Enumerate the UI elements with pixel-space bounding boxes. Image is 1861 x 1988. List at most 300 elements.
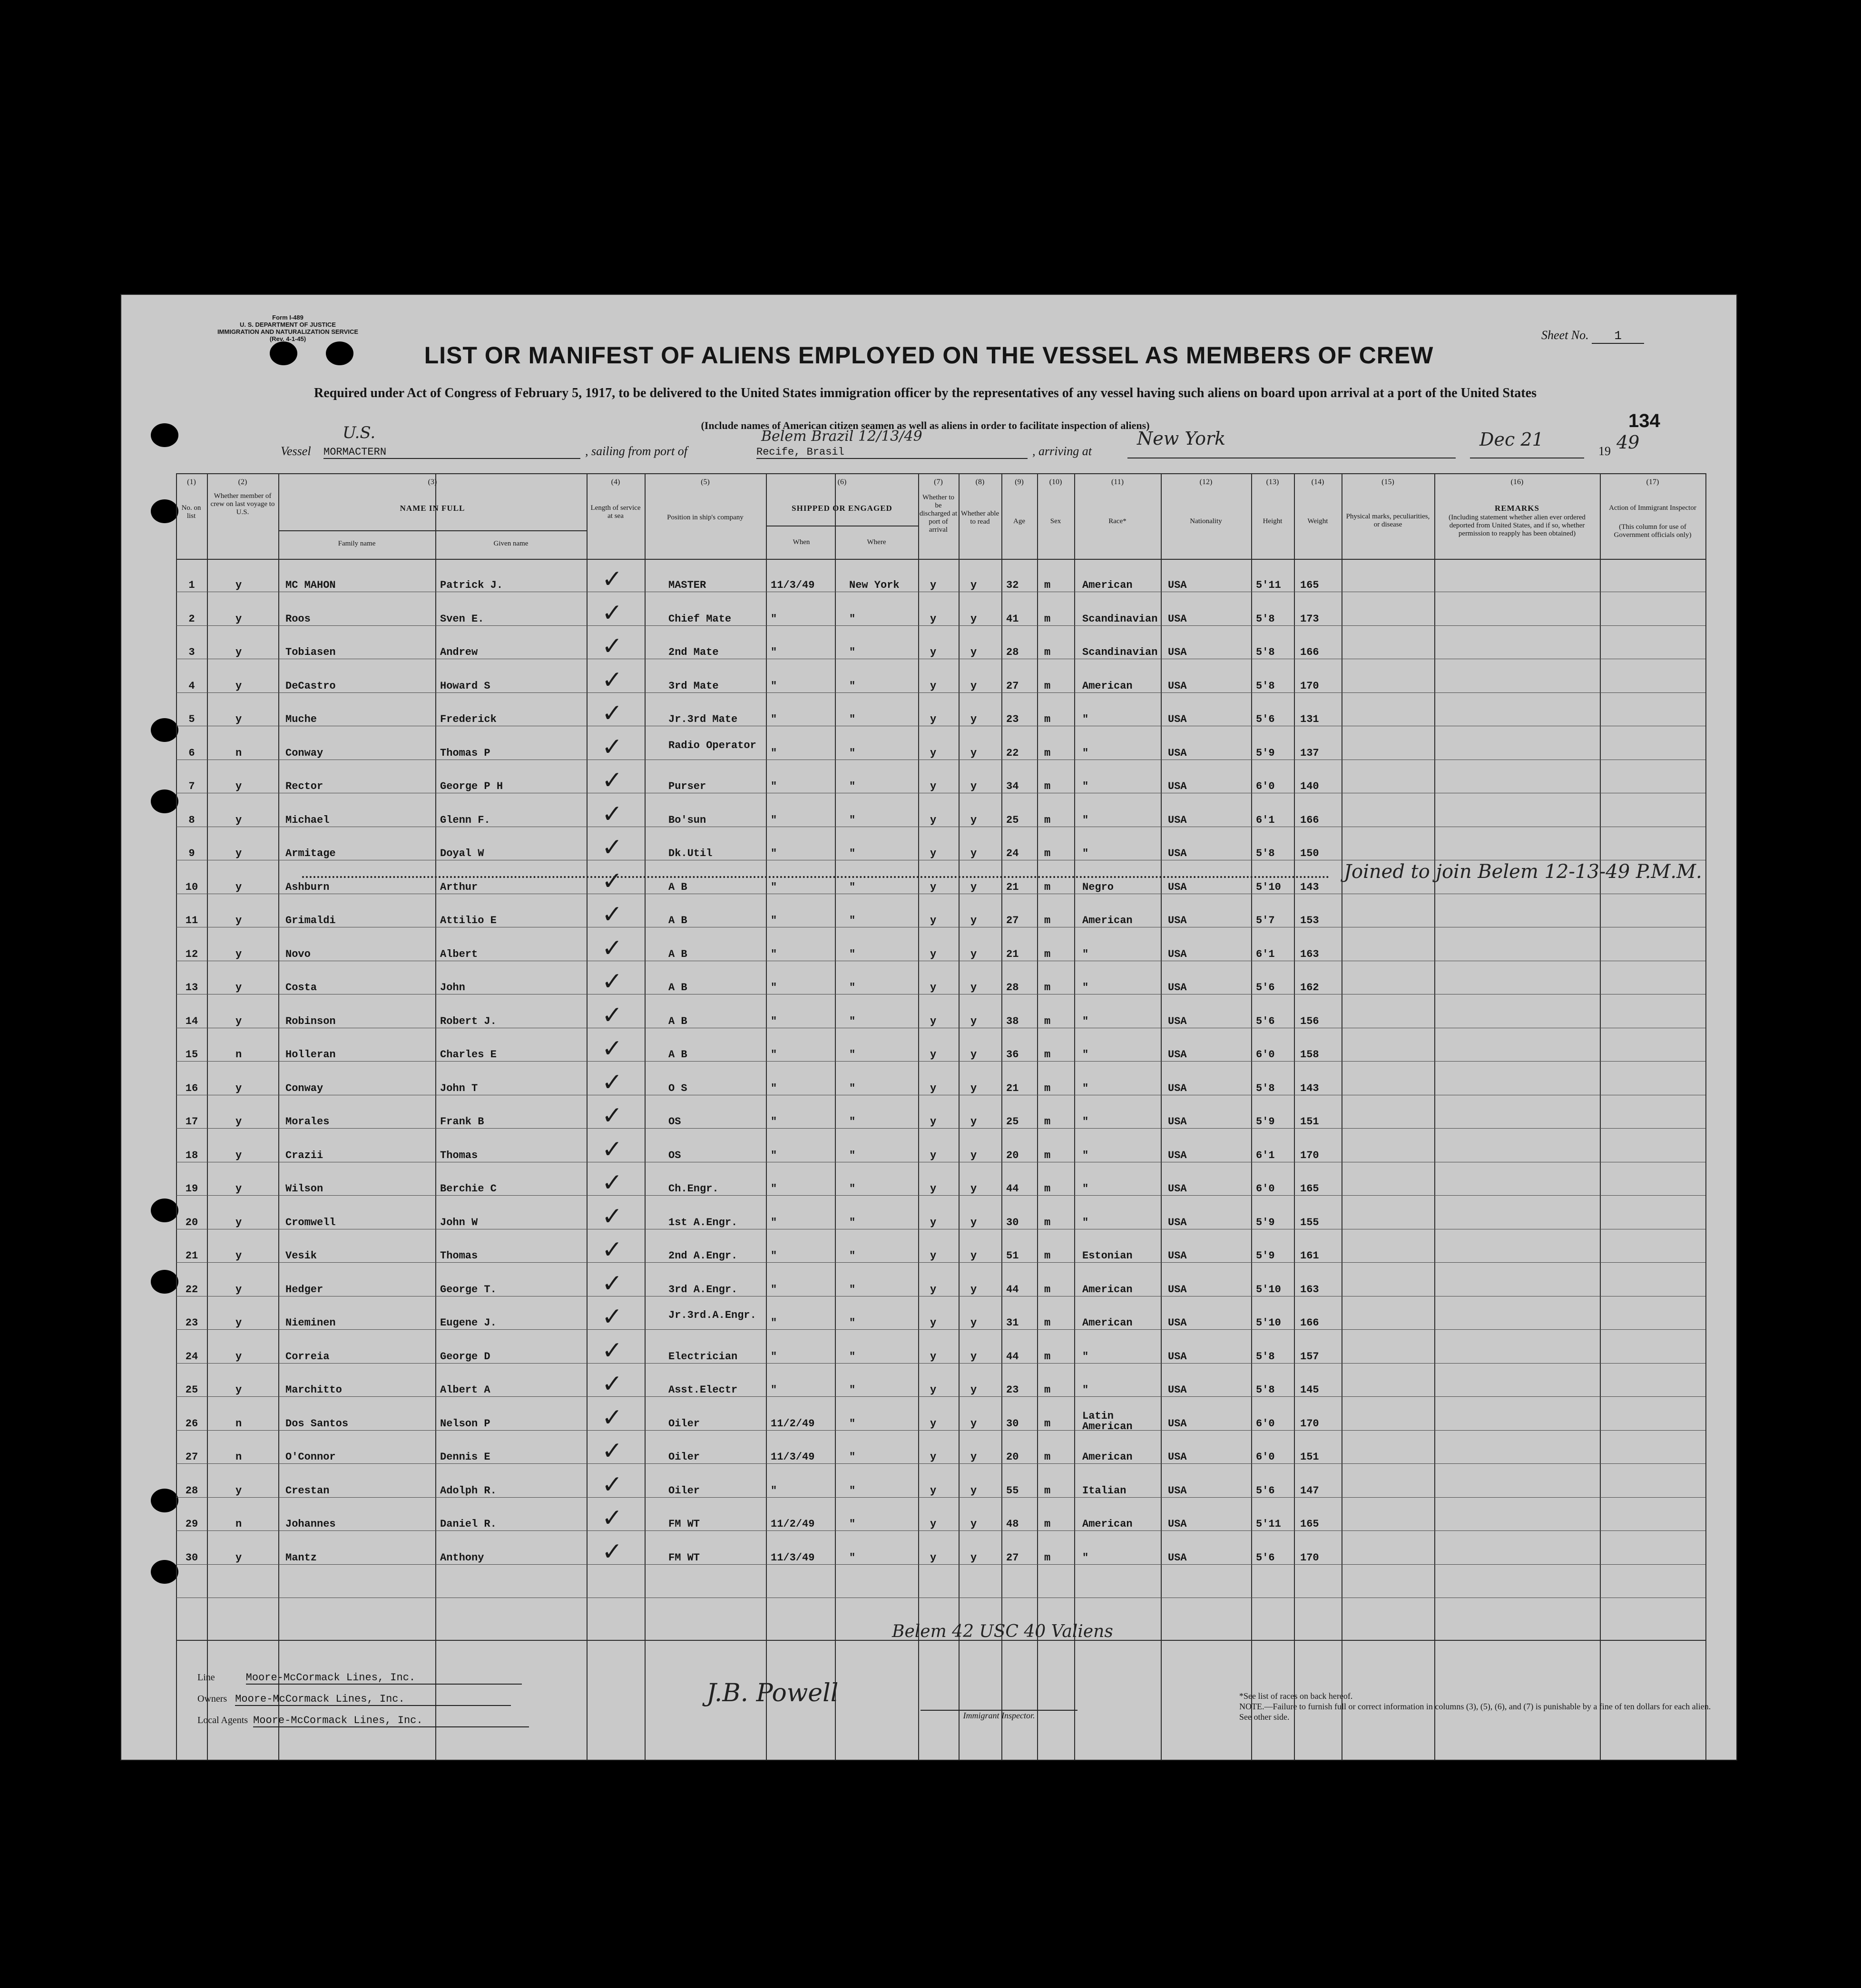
row-height: 5'11 xyxy=(1256,579,1281,591)
row-race: " xyxy=(1082,982,1089,994)
row-given-name: John W xyxy=(440,1216,478,1228)
row-weight: 153 xyxy=(1300,915,1319,926)
row-discharged: y xyxy=(930,814,937,826)
row-discharged: y xyxy=(930,1216,937,1228)
check-mark-icon: ✓ xyxy=(602,1101,623,1130)
row-height: 5'9 xyxy=(1256,1116,1275,1128)
column-rule xyxy=(959,473,960,1760)
row-family-name: Dos Santos xyxy=(285,1417,349,1430)
row-number: 27 xyxy=(185,1451,198,1463)
row-race: Italian xyxy=(1082,1484,1126,1497)
row-read: y xyxy=(970,1283,977,1296)
row-age: 21 xyxy=(1006,881,1019,893)
row-weight: 166 xyxy=(1300,1317,1319,1329)
row-read: y xyxy=(970,1384,977,1396)
row-age: 30 xyxy=(1006,1216,1019,1228)
row-age: 38 xyxy=(1006,1015,1019,1027)
row-number: 11 xyxy=(185,915,198,926)
row-sex: m xyxy=(1044,1183,1051,1195)
check-mark-icon: ✓ xyxy=(602,1504,623,1532)
races-note: *See list of races on back hereof. xyxy=(1239,1691,1353,1701)
row-race: " xyxy=(1082,1183,1089,1195)
row-rule xyxy=(176,1430,1705,1431)
row-height: 5'10 xyxy=(1256,1317,1281,1329)
row-height: 5'6 xyxy=(1256,713,1275,725)
row-race: " xyxy=(1082,747,1089,759)
page-title: LIST OR MANIFEST OF ALIENS EMPLOYED ON THE VESSEL AS MEMBERS OF CREW xyxy=(424,342,1434,369)
row-discharged: y xyxy=(930,1283,937,1296)
row-discharged: y xyxy=(930,1183,937,1195)
row-prev-voyage: y xyxy=(235,1183,242,1195)
row-race: " xyxy=(1082,1149,1089,1161)
row-nationality: USA xyxy=(1168,1518,1187,1530)
row-where: " xyxy=(849,1015,856,1027)
row-nationality: USA xyxy=(1168,1049,1187,1061)
row-number: 9 xyxy=(188,848,195,859)
row-given-name: Charles E xyxy=(440,1049,497,1061)
row-family-name: Grimaldi xyxy=(285,915,336,926)
row-sex: m xyxy=(1044,1551,1051,1564)
owners-field xyxy=(197,1693,511,1706)
row-given-name: Albert xyxy=(440,948,478,960)
row-nationality: USA xyxy=(1168,1484,1187,1497)
row-age: 21 xyxy=(1006,948,1019,960)
row-age: 27 xyxy=(1006,1551,1019,1564)
row-sex: m xyxy=(1044,1116,1051,1128)
row-when: " xyxy=(771,613,777,625)
column-rule xyxy=(278,473,279,1760)
row-age: 24 xyxy=(1006,848,1019,859)
row-race: " xyxy=(1082,1384,1089,1396)
row-age: 55 xyxy=(1006,1484,1019,1497)
row-read: y xyxy=(970,1350,977,1363)
row-discharged: y xyxy=(930,1518,937,1530)
row-family-name: Vesik xyxy=(285,1250,317,1262)
row-given-name: Patrick J. xyxy=(440,579,503,591)
row-read: y xyxy=(970,646,977,658)
sailing-handwritten: Belem Brazil 12/13/49 xyxy=(761,428,922,445)
row-prev-voyage: y xyxy=(235,780,242,792)
row-number: 14 xyxy=(185,1015,198,1027)
row-race: " xyxy=(1082,814,1089,826)
inspector-signature: J.B. Powell xyxy=(706,1679,839,1707)
row-when: " xyxy=(771,1116,777,1128)
row-given-name: Attilio E xyxy=(440,915,497,926)
column-rule xyxy=(918,473,919,1760)
row-race: American xyxy=(1082,1518,1133,1530)
row-sex: m xyxy=(1044,1518,1051,1530)
row-height: 5'8 xyxy=(1256,613,1275,625)
row-where: " xyxy=(849,1049,856,1061)
row-number: 25 xyxy=(185,1384,198,1396)
line-label: Line xyxy=(197,1672,215,1683)
check-mark-icon: ✓ xyxy=(602,1470,623,1499)
row-9-remark: Joined to join Belem 12-13-49 P.M.M. xyxy=(1344,861,1702,883)
row-given-name: Anthony xyxy=(440,1551,484,1564)
row-given-name: George P H xyxy=(440,780,503,792)
row-sex: m xyxy=(1044,1451,1051,1463)
col-shipped-header: SHIPPED OR ENGAGED xyxy=(792,504,892,513)
row-number: 12 xyxy=(185,948,198,960)
row-age: 27 xyxy=(1006,915,1019,926)
row-when: " xyxy=(771,780,777,792)
vessel-name: MORMACTERN xyxy=(323,446,580,459)
row-position: Electrician xyxy=(668,1350,738,1363)
row-rule xyxy=(176,625,1705,626)
check-mark-icon: ✓ xyxy=(602,598,623,627)
check-mark-icon: ✓ xyxy=(602,665,623,694)
vessel-handwritten: U.S. xyxy=(343,423,376,442)
row-position: 2nd Mate xyxy=(668,646,719,658)
check-mark-icon: ✓ xyxy=(602,833,623,862)
row-read: y xyxy=(970,1082,977,1094)
row-age: 25 xyxy=(1006,814,1019,826)
check-mark-icon: ✓ xyxy=(602,766,623,795)
row-discharged: y xyxy=(930,713,937,725)
row-nationality: USA xyxy=(1168,1451,1187,1463)
row-discharged: y xyxy=(930,613,937,625)
col-when-header: When xyxy=(793,538,810,546)
form-number: Form I-489 xyxy=(272,314,304,321)
row-when: " xyxy=(771,1350,777,1363)
row-where: " xyxy=(849,1317,856,1329)
row-sex: m xyxy=(1044,1015,1051,1027)
row-when: " xyxy=(771,915,777,926)
row-weight: 165 xyxy=(1300,579,1319,591)
column-number: (14) xyxy=(1311,478,1324,486)
row-age: 44 xyxy=(1006,1183,1019,1195)
row-weight: 158 xyxy=(1300,1049,1319,1061)
row-race: " xyxy=(1082,848,1089,859)
row-sex: m xyxy=(1044,1250,1051,1262)
row-family-name: Costa xyxy=(285,982,317,994)
row-race: " xyxy=(1082,1551,1089,1564)
row-discharged: y xyxy=(930,1484,937,1497)
row-number: 30 xyxy=(185,1551,198,1564)
row-when: " xyxy=(771,1484,777,1497)
sailing-port: Recife, Brasil xyxy=(756,446,1028,459)
row-given-name: Frank B xyxy=(440,1116,484,1128)
row-family-name: Roos xyxy=(285,613,311,625)
row-when: " xyxy=(771,1015,777,1027)
row-prev-voyage: y xyxy=(235,1149,242,1161)
col-remarks-header: REMARKS xyxy=(1495,504,1539,513)
row-weight: 165 xyxy=(1300,1518,1319,1530)
row-race: American xyxy=(1082,579,1133,591)
row-race: Negro xyxy=(1082,881,1114,893)
row-given-name: Glenn F. xyxy=(440,814,490,826)
col-length-header: Length of service at sea xyxy=(590,504,641,520)
row-read: y xyxy=(970,982,977,994)
row-race: Scandinavian xyxy=(1082,646,1158,658)
include-note: (Include names of American citizen seamen as well as aliens in order to facilitate inspection of aliens) xyxy=(701,419,1150,431)
year-handwritten: 49 xyxy=(1616,432,1640,453)
column-rule xyxy=(1074,473,1075,1760)
row-race: American xyxy=(1082,1283,1133,1296)
row-when: " xyxy=(771,713,777,725)
row-prev-voyage: y xyxy=(235,1384,242,1396)
row-position: FM WT xyxy=(668,1518,700,1530)
row-where: " xyxy=(849,1551,856,1564)
row-where: New York xyxy=(849,579,900,591)
row-where: " xyxy=(849,814,856,826)
row-position: 1st A.Engr. xyxy=(668,1216,738,1228)
row-nationality: USA xyxy=(1168,747,1187,759)
row-prev-voyage: n xyxy=(235,1417,242,1430)
row-race: American xyxy=(1082,1317,1133,1329)
row-position: 3rd Mate xyxy=(668,680,719,692)
column-number: (8) xyxy=(975,478,985,486)
row-family-name: Ashburn xyxy=(285,881,330,893)
row-position: Dk.Util xyxy=(668,848,713,859)
row-position: Radio Operator xyxy=(668,739,756,751)
row-read: y xyxy=(970,1149,977,1161)
row-position: FM WT xyxy=(668,1551,700,1564)
row-prev-voyage: n xyxy=(235,1049,242,1061)
row-where: " xyxy=(849,1350,856,1363)
check-mark-icon: ✓ xyxy=(602,1370,623,1398)
col-family-header: Family name xyxy=(338,540,376,547)
row-number: 19 xyxy=(185,1183,198,1195)
row-race: American xyxy=(1082,1451,1133,1463)
column-number: (13) xyxy=(1266,478,1279,486)
row-number: 1 xyxy=(188,579,195,591)
row-sex: m xyxy=(1044,747,1051,759)
row-nationality: USA xyxy=(1168,848,1187,859)
row-prev-voyage: y xyxy=(235,1283,242,1296)
row-height: 6'0 xyxy=(1256,1417,1275,1430)
row-sex: m xyxy=(1044,713,1051,725)
row-when: 11/3/49 xyxy=(771,1451,815,1463)
header-bottom-rule xyxy=(176,559,1705,560)
row-age: 36 xyxy=(1006,1049,1019,1061)
row-age: 20 xyxy=(1006,1451,1019,1463)
row-weight: 137 xyxy=(1300,747,1319,759)
row-read: y xyxy=(970,1451,977,1463)
row-sex: m xyxy=(1044,1283,1051,1296)
row-family-name: Correia xyxy=(285,1350,330,1363)
row-race: " xyxy=(1082,948,1089,960)
row-race: " xyxy=(1082,1049,1089,1061)
column-rule xyxy=(1705,473,1706,1760)
row-rule xyxy=(176,1463,1705,1464)
row-family-name: Muche xyxy=(285,713,317,725)
row-nationality: USA xyxy=(1168,1350,1187,1363)
row-number: 4 xyxy=(188,680,195,692)
row-nationality: USA xyxy=(1168,780,1187,792)
row-prev-voyage: y xyxy=(235,1015,242,1027)
row-read: y xyxy=(970,747,977,759)
row-prev-voyage: y xyxy=(235,1484,242,1497)
row-position: Oiler xyxy=(668,1451,700,1463)
row-read: y xyxy=(970,680,977,692)
row-discharged: y xyxy=(930,948,937,960)
row-sex: m xyxy=(1044,1417,1051,1430)
row-given-name: Nelson P xyxy=(440,1417,490,1430)
check-mark-icon: ✓ xyxy=(602,1537,623,1566)
row-rule xyxy=(176,1396,1705,1397)
row-sex: m xyxy=(1044,646,1051,658)
row-where: " xyxy=(849,848,856,859)
row-weight: 131 xyxy=(1300,713,1319,725)
row-when: " xyxy=(771,948,777,960)
row-height: 5'11 xyxy=(1256,1518,1281,1530)
col-given-header: Given name xyxy=(493,540,529,547)
row-when: " xyxy=(771,881,777,893)
row-where: " xyxy=(849,1082,856,1094)
row-nationality: USA xyxy=(1168,713,1187,725)
check-mark-icon: ✓ xyxy=(602,732,623,761)
row-where: " xyxy=(849,713,856,725)
row-where: " xyxy=(849,1250,856,1262)
row-weight: 157 xyxy=(1300,1350,1319,1363)
row-position: Asst.Electr xyxy=(668,1384,738,1396)
row-given-name: Berchie C xyxy=(440,1183,497,1195)
row-height: 6'0 xyxy=(1256,1049,1275,1061)
column-number: (12) xyxy=(1199,478,1213,486)
row-age: 44 xyxy=(1006,1283,1019,1296)
row-age: 28 xyxy=(1006,646,1019,658)
row-nationality: USA xyxy=(1168,1082,1187,1094)
row-number: 15 xyxy=(185,1049,198,1061)
year-prefix: 19 xyxy=(1598,444,1611,458)
agents-label: Local Agents xyxy=(197,1715,248,1725)
service: IMMIGRATION AND NATURALIZATION SERVICE xyxy=(217,328,359,335)
check-mark-icon: ✓ xyxy=(602,799,623,828)
col-discharged-header: Whether to be discharged at port of arrival xyxy=(919,494,958,534)
row-read: y xyxy=(970,780,977,792)
row-discharged: y xyxy=(930,1116,937,1128)
check-mark-icon: ✓ xyxy=(602,699,623,728)
row-age: 48 xyxy=(1006,1518,1019,1530)
row-height: 5'10 xyxy=(1256,1283,1281,1296)
row-where: " xyxy=(849,1518,856,1530)
row-prev-voyage: y xyxy=(235,613,242,625)
inspector-label: Immigrant Inspector. xyxy=(921,1710,1077,1721)
row-read: y xyxy=(970,1015,977,1027)
owners-label: Owners xyxy=(197,1694,227,1704)
row-height: 5'8 xyxy=(1256,680,1275,692)
row-age: 28 xyxy=(1006,982,1019,994)
row-race: " xyxy=(1082,713,1089,725)
row-age: 25 xyxy=(1006,1116,1019,1128)
row-where: " xyxy=(849,646,856,658)
row-discharged: y xyxy=(930,1015,937,1027)
check-mark-icon: ✓ xyxy=(602,934,623,963)
column-rule xyxy=(1600,473,1601,1760)
col-remarks-sub: (Including statement whether alien ever ordered deported from United States, and if so, whether permission to reapply has been obtained) xyxy=(1449,514,1586,537)
row-race: " xyxy=(1082,1216,1089,1228)
row-number: 16 xyxy=(185,1082,198,1094)
row-family-name: Johannes xyxy=(285,1518,336,1530)
row-height: 5'9 xyxy=(1256,1250,1275,1262)
row-position: A B xyxy=(668,1015,687,1027)
row-when: " xyxy=(771,1049,777,1061)
row-number: 2 xyxy=(188,613,195,625)
row-discharged: y xyxy=(930,848,937,859)
row-position: OS xyxy=(668,1116,681,1128)
row-age: 51 xyxy=(1006,1250,1019,1262)
row-when: " xyxy=(771,1384,777,1396)
row-read: y xyxy=(970,613,977,625)
column-rule xyxy=(1001,473,1002,1760)
row-when: " xyxy=(771,680,777,692)
row-when: " xyxy=(771,1216,777,1228)
row-position: 3rd A.Engr. xyxy=(668,1283,738,1296)
row-read: y xyxy=(970,848,977,859)
line-field xyxy=(197,1672,522,1685)
column-number: (17) xyxy=(1646,478,1659,486)
row-given-name: George T. xyxy=(440,1283,497,1296)
col-where-header: Where xyxy=(867,538,886,546)
row-where: " xyxy=(849,780,856,792)
row-nationality: USA xyxy=(1168,680,1187,692)
column-number: (2) xyxy=(238,478,247,486)
row-weight: 170 xyxy=(1300,1149,1319,1161)
row-sex: m xyxy=(1044,1216,1051,1228)
row-given-name: John T xyxy=(440,1082,478,1094)
row-weight: 161 xyxy=(1300,1250,1319,1262)
row-where: " xyxy=(849,1384,856,1396)
row-rule xyxy=(176,1128,1705,1129)
column-number: (16) xyxy=(1510,478,1524,486)
row-position: Bo'sun xyxy=(668,814,706,826)
col-action-sub: (This column for use of Government officials only) xyxy=(1614,523,1692,539)
row-prev-voyage: y xyxy=(235,1216,242,1228)
row-sex: m xyxy=(1044,613,1051,625)
check-mark-icon: ✓ xyxy=(602,1336,623,1365)
row-number: 26 xyxy=(185,1417,198,1430)
column-rule xyxy=(1294,473,1295,1760)
row-position: Purser xyxy=(668,780,706,792)
row-rule xyxy=(176,1329,1705,1330)
vessel-label: Vessel xyxy=(281,444,311,458)
row-read: y xyxy=(970,579,977,591)
row-where: " xyxy=(849,680,856,692)
row-rule xyxy=(176,1564,1705,1565)
row-when: " xyxy=(771,848,777,859)
row-family-name: Nieminen xyxy=(285,1317,336,1329)
row-where: " xyxy=(849,1183,856,1195)
row-family-name: Tobiasen xyxy=(285,646,336,658)
row-position: Oiler xyxy=(668,1484,700,1497)
col-read-header: Whether able to read xyxy=(960,510,999,526)
row-read: y xyxy=(970,1250,977,1262)
row-race: Scandinavian xyxy=(1082,613,1158,625)
row-given-name: Albert A xyxy=(440,1384,490,1396)
row-weight: 170 xyxy=(1300,1417,1319,1430)
row-number: 13 xyxy=(185,982,198,994)
row-read: y xyxy=(970,1417,977,1430)
row-discharged: y xyxy=(930,579,937,591)
row-prev-voyage: y xyxy=(235,948,242,960)
row-nationality: USA xyxy=(1168,1384,1187,1396)
row-given-name: George D xyxy=(440,1350,490,1363)
row-position: A B xyxy=(668,982,687,994)
row-when: 11/2/49 xyxy=(771,1417,815,1430)
row-age: 44 xyxy=(1006,1350,1019,1363)
line-value: Moore-McCormack Lines, Inc. xyxy=(246,1672,522,1685)
row-age: 31 xyxy=(1006,1317,1019,1329)
column-number: (10) xyxy=(1049,478,1062,486)
row-nationality: USA xyxy=(1168,881,1187,893)
row-prev-voyage: y xyxy=(235,881,242,893)
row-prev-voyage: y xyxy=(235,1116,242,1128)
row-height: 5'8 xyxy=(1256,1350,1275,1363)
row-prev-voyage: n xyxy=(235,1518,242,1530)
row-prev-voyage: y xyxy=(235,1551,242,1564)
row-height: 5'6 xyxy=(1256,1551,1275,1564)
